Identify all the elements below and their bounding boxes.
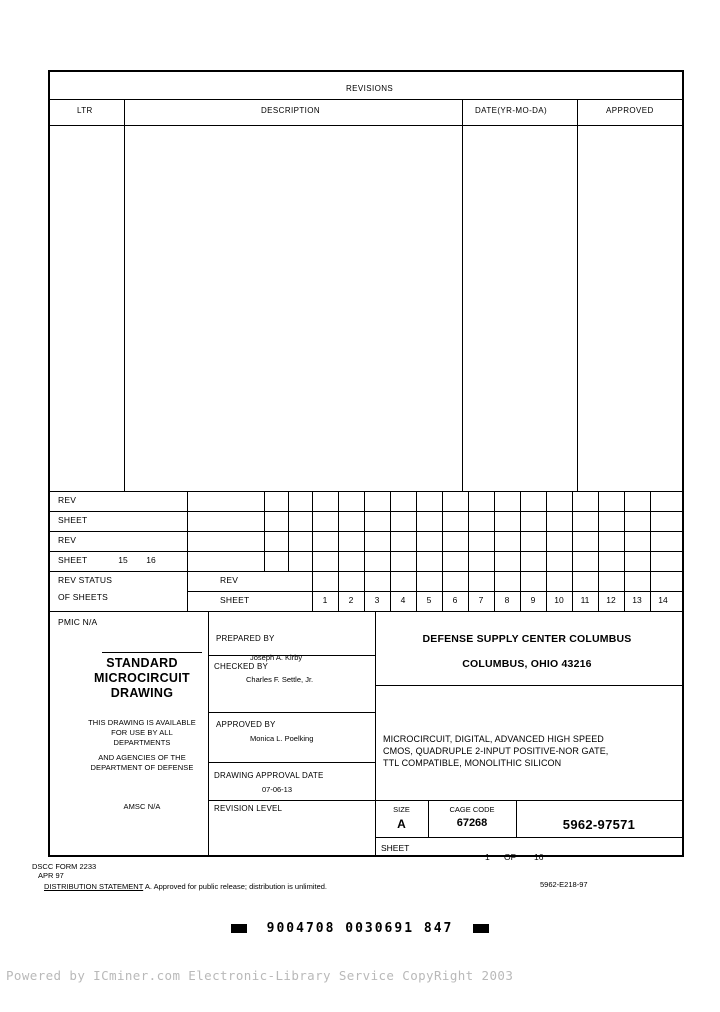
sheetgrid-line-9: [546, 491, 547, 611]
status-sheet-value-16: 16: [146, 555, 156, 565]
barcode-block-right: [473, 924, 489, 933]
cage-code-value: 67268: [456, 817, 488, 829]
sheet-row-label: SHEET: [220, 595, 250, 605]
status-rule-1: [50, 511, 682, 512]
sheet-number-cell: 4: [400, 595, 406, 605]
distribution-statement: [44, 882, 327, 891]
signature-rule-3: [208, 762, 375, 763]
revisions-divider-approved: [577, 99, 578, 491]
sheet-number-cell: 13: [632, 595, 642, 605]
identification-rule-bottom: [375, 837, 682, 838]
sheetgrid-line-8: [520, 491, 521, 611]
cage-code-label: CAGE CODE: [449, 805, 495, 814]
drawing-number: 5962-97571: [562, 817, 636, 832]
drawing-frame: [48, 70, 684, 862]
sheetgrid-line-2: [364, 491, 365, 611]
sheet-total: 16: [534, 852, 544, 862]
sheetgrid-line-3: [390, 491, 391, 611]
description-line1: MICROCIRCUIT, DIGITAL, ADVANCED HIGH SPEED: [383, 734, 604, 744]
prepared-by-label: PREPARED BY: [216, 634, 275, 643]
sheet-number-cell: 7: [478, 595, 484, 605]
status-row-label-0: REV: [58, 495, 77, 505]
revisions-title-rule: [50, 99, 682, 100]
availability-line3: DEPARTMENTS: [113, 738, 171, 747]
agency-rule: [375, 685, 682, 686]
distribution-statement-text: A. Approved for public release; distribution is unlimited.: [143, 882, 328, 891]
revisions-header-rule: [50, 125, 682, 126]
status-rule-2: [50, 531, 682, 532]
approved-by-name: Monica L. Poelking: [250, 734, 314, 743]
availability-line5: DEPARTMENT OF DEFENSE: [90, 763, 194, 772]
barcode-line: [0, 921, 720, 936]
amsc-label: AMSC N/A: [123, 802, 161, 811]
checked-by-label: CHECKED BY: [214, 662, 269, 671]
revisions-column-ltr: LTR: [77, 106, 93, 115]
description-line3: TTL COMPATIBLE, MONOLITHIC SILICON: [383, 758, 562, 768]
status-divider-a: [264, 491, 265, 571]
agency-address: COLUMBUS, OHIO 43216: [462, 658, 592, 670]
status-sheet-value-15: 15: [118, 555, 128, 565]
revisions-divider-ltr: [124, 99, 125, 491]
status-row-label-3: SHEET: [58, 555, 88, 565]
sheetgrid-line-1: [338, 491, 339, 611]
status-divider-left: [187, 491, 188, 611]
form-date: APR 97: [38, 871, 64, 880]
sheet-number-cell: 10: [554, 595, 564, 605]
footer-right-code: 5962-E218-97: [540, 880, 588, 889]
agency-name: DEFENSE SUPPLY CENTER COLUMBUS: [422, 633, 632, 645]
status-row-label-2: REV: [58, 535, 77, 545]
sheet-number-cell: 14: [658, 595, 668, 605]
barcode-block-left: [231, 924, 247, 933]
prepared-by-name: Joseph A. Kirby: [250, 653, 303, 662]
sheetgrid-line-13: [650, 491, 651, 611]
distribution-statement-underlined: DISTRIBUTION STATEMENT: [44, 882, 144, 891]
sheet-number-cell: 1: [322, 595, 328, 605]
revisions-column-date: DATE(YR-MO-DA): [475, 106, 548, 115]
sheet-number-cell: 5: [426, 595, 432, 605]
status-rule-6: [50, 611, 682, 612]
approval-date-value: 07-06-13: [262, 785, 293, 794]
availability-line4: AND AGENCIES OF THE: [98, 753, 186, 762]
status-divider-b: [288, 491, 289, 571]
status-rule-5: [187, 591, 682, 592]
size-label: SIZE: [393, 805, 410, 814]
sheet-number-cell: 3: [374, 595, 380, 605]
smd-title-line3: DRAWING: [110, 686, 174, 700]
status-rule-4: [50, 571, 682, 572]
sheetgrid-line-7: [494, 491, 495, 611]
availability-line2: FOR USE BY ALL: [111, 728, 173, 737]
description-line2: CMOS, QUADRUPLE 2-INPUT POSITIVE-NOR GATE,: [383, 746, 609, 756]
sheetgrid-line-0: [312, 491, 313, 611]
barcode-digits: 9004708 0030691 847: [266, 921, 454, 936]
status-row-label-1: SHEET: [58, 515, 88, 525]
approved-by-label: APPROVED BY: [216, 720, 276, 729]
smd-rule: [102, 652, 202, 653]
powered-by-watermark: Powered by ICminer.com Electronic-Library Service CopyRight 2003: [6, 968, 514, 983]
revisions-column-description: DESCRIPTION: [261, 106, 321, 115]
rev-status-label-line1: REV STATUS: [58, 575, 113, 585]
rev-status-label-line2: OF SHEETS: [58, 592, 108, 602]
revision-level-label: REVISION LEVEL: [214, 804, 283, 813]
sheet-current: 1: [485, 852, 490, 862]
sheetgrid-line-10: [572, 491, 573, 611]
signature-rule-2: [208, 712, 375, 713]
sheet-number-cell: 12: [606, 595, 616, 605]
sheetgrid-line-11: [598, 491, 599, 611]
rev-row-label: REV: [220, 575, 239, 585]
sheet-number-cell: 9: [530, 595, 536, 605]
smd-title-line1: STANDARD: [106, 656, 178, 670]
signature-rule-4: [208, 800, 375, 801]
sheet-number-cell: 11: [580, 595, 590, 605]
revisions-column-approved: APPROVED: [606, 106, 654, 115]
revisions-title: REVISIONS: [346, 84, 394, 93]
sheet-number-cell: 6: [452, 595, 458, 605]
sheet-of-label: OF: [504, 852, 516, 862]
sheetgrid-line-6: [468, 491, 469, 611]
pmic-label: PMIC N/A: [58, 617, 98, 627]
approval-date-label: DRAWING APPROVAL DATE: [214, 771, 324, 780]
sheet-number-cell: 8: [504, 595, 510, 605]
sheetgrid-line-4: [416, 491, 417, 611]
size-value: A: [397, 817, 406, 831]
sheetgrid-line-5: [442, 491, 443, 611]
checked-by-name: Charles F. Settle, Jr.: [246, 675, 314, 684]
sheet-label: SHEET: [381, 843, 410, 853]
revisions-divider-date: [462, 99, 463, 491]
sheet-number-cell: 2: [348, 595, 354, 605]
sheetgrid-line-12: [624, 491, 625, 611]
smd-title-line2: MICROCIRCUIT: [94, 671, 190, 685]
status-rule-top: [50, 491, 682, 492]
status-rule-3: [50, 551, 682, 552]
identification-rule-top: [375, 800, 682, 801]
form-number: DSCC FORM 2233: [32, 862, 97, 871]
availability-line1: THIS DRAWING IS AVAILABLE: [88, 718, 196, 727]
